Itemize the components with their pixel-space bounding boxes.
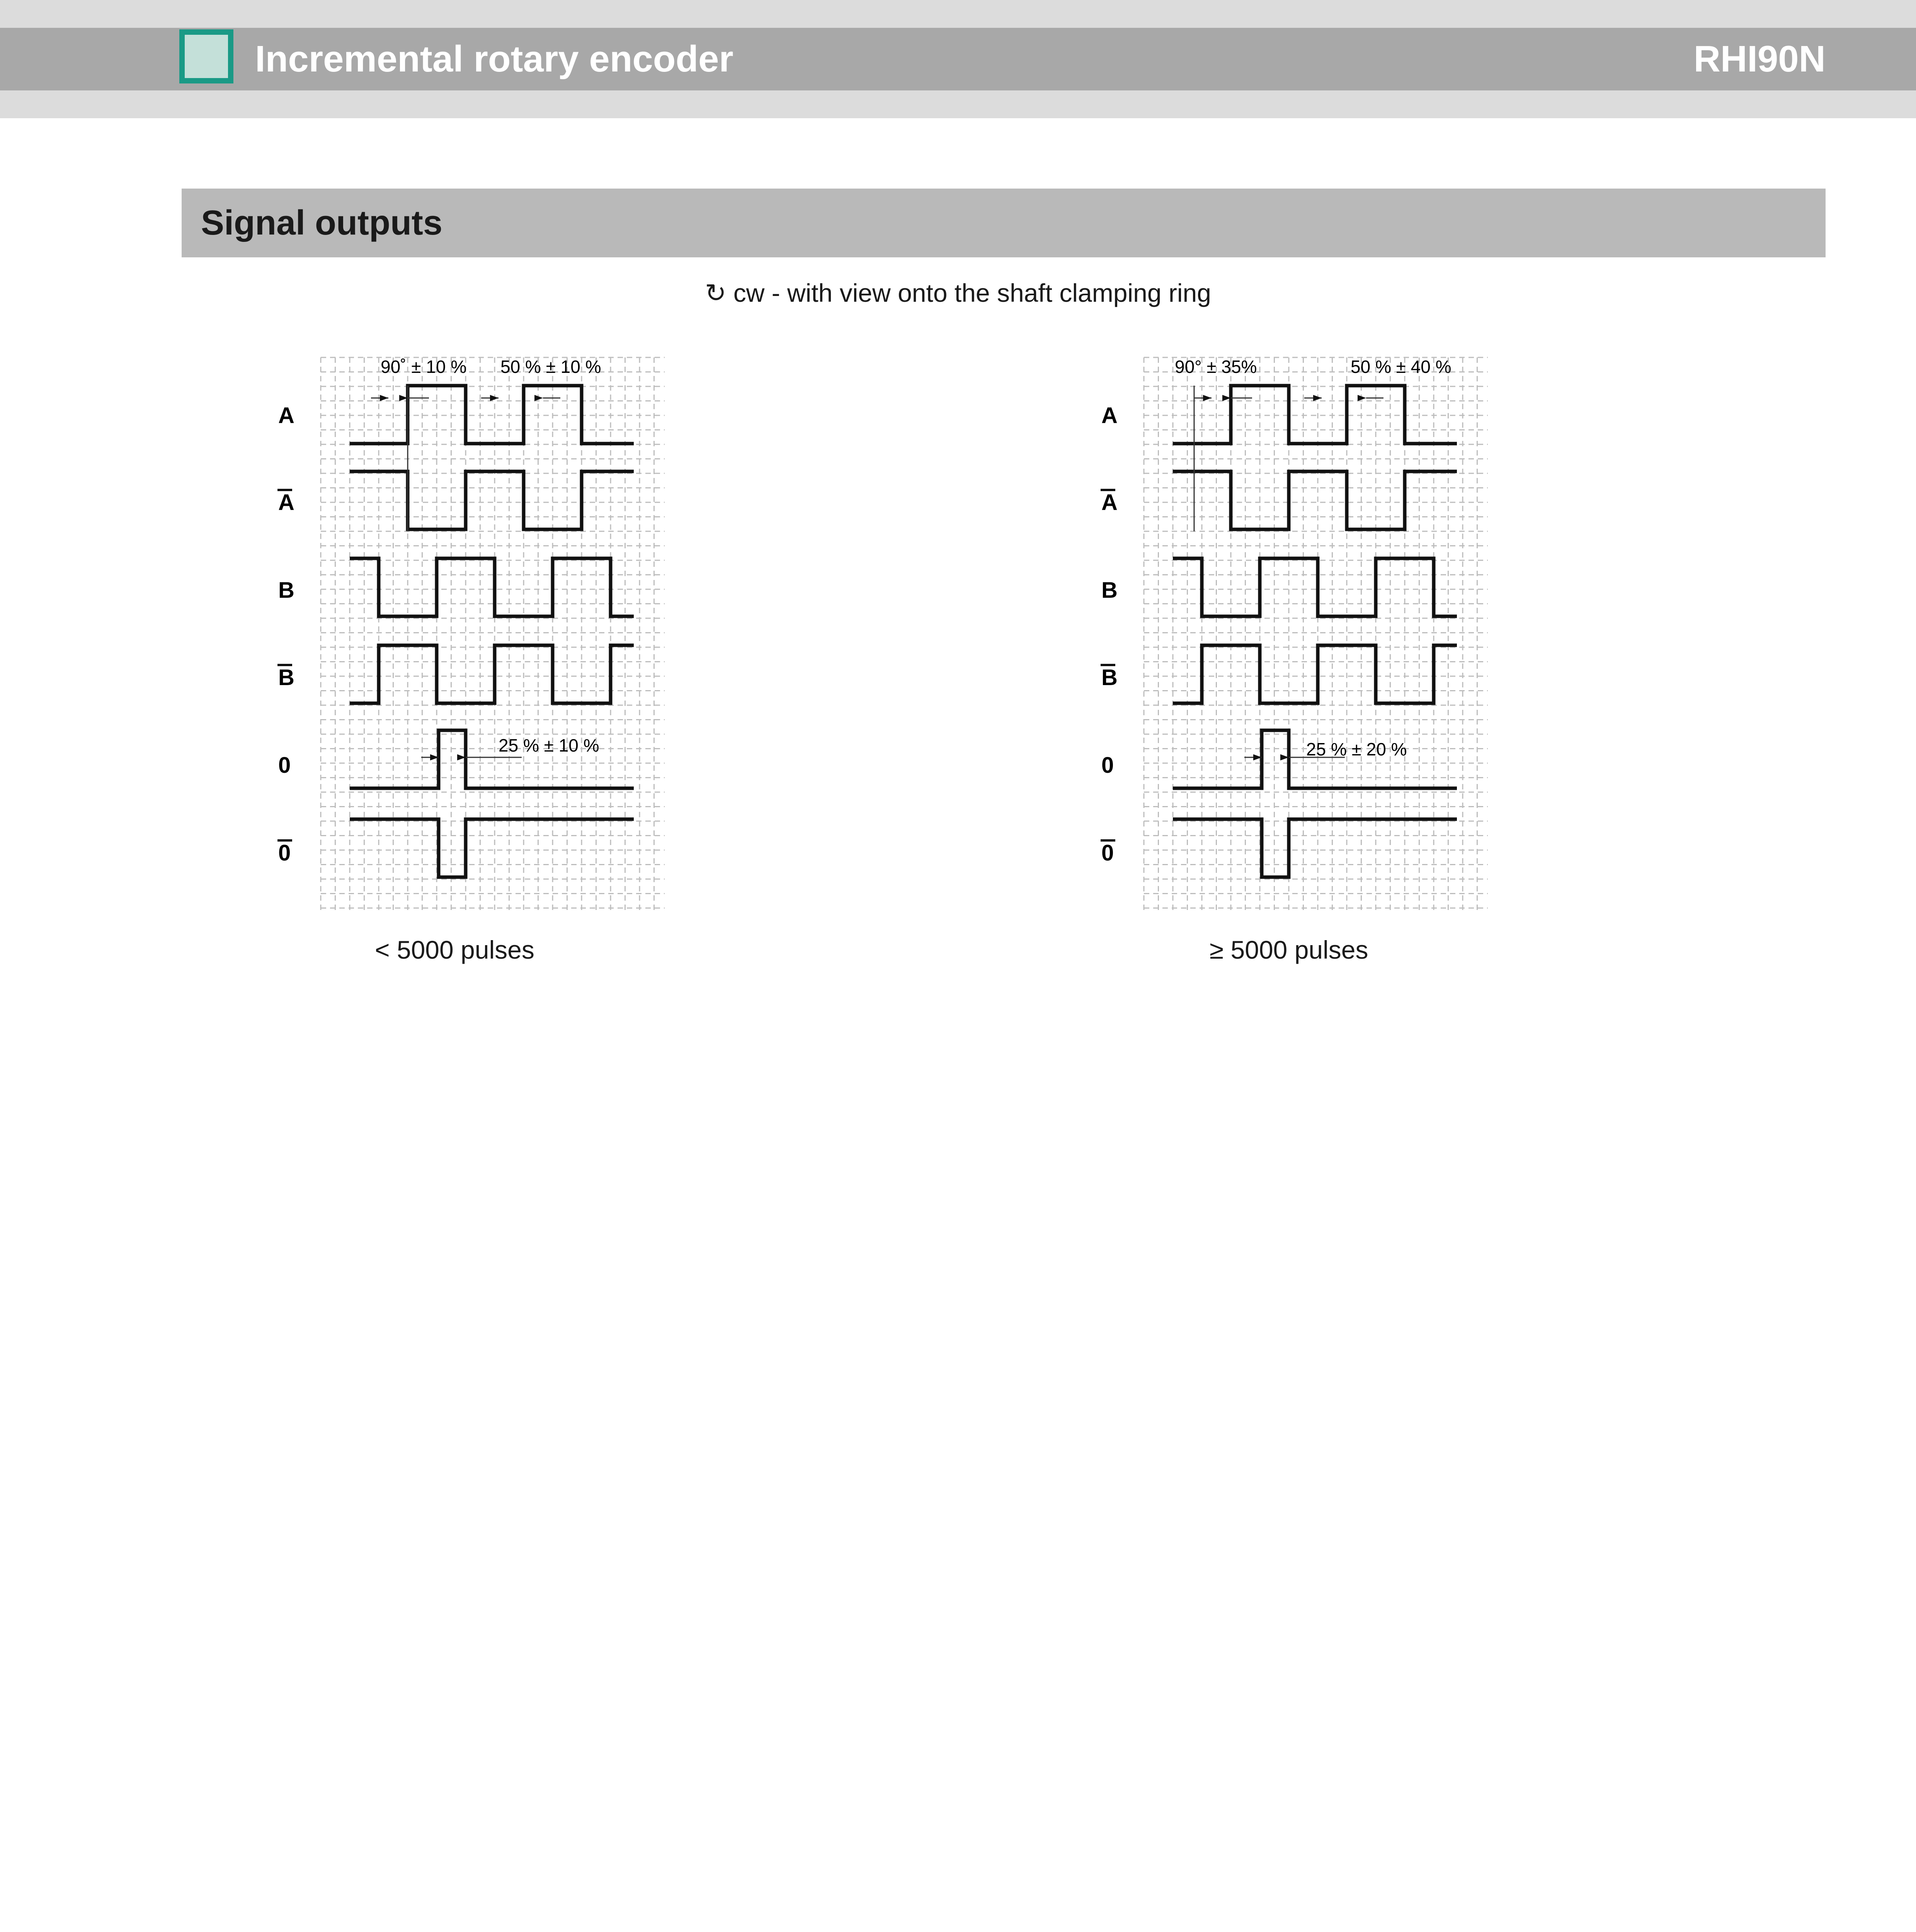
diagram-caption-left: < 5000 pulses (375, 935, 534, 964)
waveform-0-inverted (350, 819, 634, 877)
waveform-a (1173, 386, 1457, 444)
waveform-b-inverted (1173, 645, 1457, 703)
header-band-top (0, 0, 1916, 28)
waveform-a-inverted (350, 471, 634, 529)
section-title: Signal outputs (201, 204, 442, 242)
waveform-b (1173, 558, 1457, 616)
signal-label-a-inverted: A (1101, 490, 1118, 515)
signal-label-0: 0 (1101, 753, 1114, 778)
product-model: RHI90N (1693, 38, 1826, 80)
index-tolerance-label: 25 % ± 10 % (499, 735, 599, 755)
signal-label-b: B (1101, 578, 1118, 603)
waveform-b (350, 558, 634, 616)
diagram-caption-right: ≥ 5000 pulses (1210, 935, 1368, 964)
duty-tolerance-label: 50 % ± 40 % (1351, 357, 1451, 377)
signal-label-b-inverted: B (1101, 665, 1118, 690)
duty-tolerance-label: 50 % ± 10 % (500, 357, 601, 377)
signal-diagram-left (255, 340, 699, 1036)
header-square-icon (179, 29, 233, 83)
signal-label-a: A (1101, 403, 1118, 428)
signal-label-a: A (278, 403, 294, 428)
direction-note: ↻ cw - with view onto the shaft clamping ring (705, 279, 1211, 307)
diagram-grid (321, 357, 665, 912)
phase-tolerance-label: 90˚ ± 10 % (381, 357, 467, 377)
document-meta-vertical (174, 1919, 195, 1932)
phase-arrow-left-head (380, 395, 388, 401)
waveform-a-inverted (1173, 471, 1457, 529)
signal-label-b-inverted: B (278, 665, 294, 690)
index-tolerance-label: 25 % ± 20 % (1306, 739, 1407, 759)
phase-tolerance-label: 90° ± 35% (1175, 357, 1257, 377)
signal-diagram-right (1078, 340, 1523, 1036)
measurement-marks (1101, 386, 1383, 840)
signal-label-0-inverted: 0 (1101, 840, 1114, 866)
page-title: Incremental rotary encoder (255, 38, 733, 80)
phase-arrow-left-head (1203, 395, 1212, 401)
signal-label-b: B (278, 578, 294, 603)
signal-label-0: 0 (278, 753, 291, 778)
waveform-a (350, 386, 634, 444)
signal-label-a-inverted: A (278, 490, 294, 515)
diagram-grid (1144, 357, 1488, 912)
signal-label-0-inverted: 0 (278, 840, 291, 866)
waveform-0-inverted (1173, 819, 1457, 877)
waveform-b-inverted (350, 645, 634, 703)
measurement-marks (277, 386, 560, 840)
header-band-bottom (0, 90, 1916, 118)
